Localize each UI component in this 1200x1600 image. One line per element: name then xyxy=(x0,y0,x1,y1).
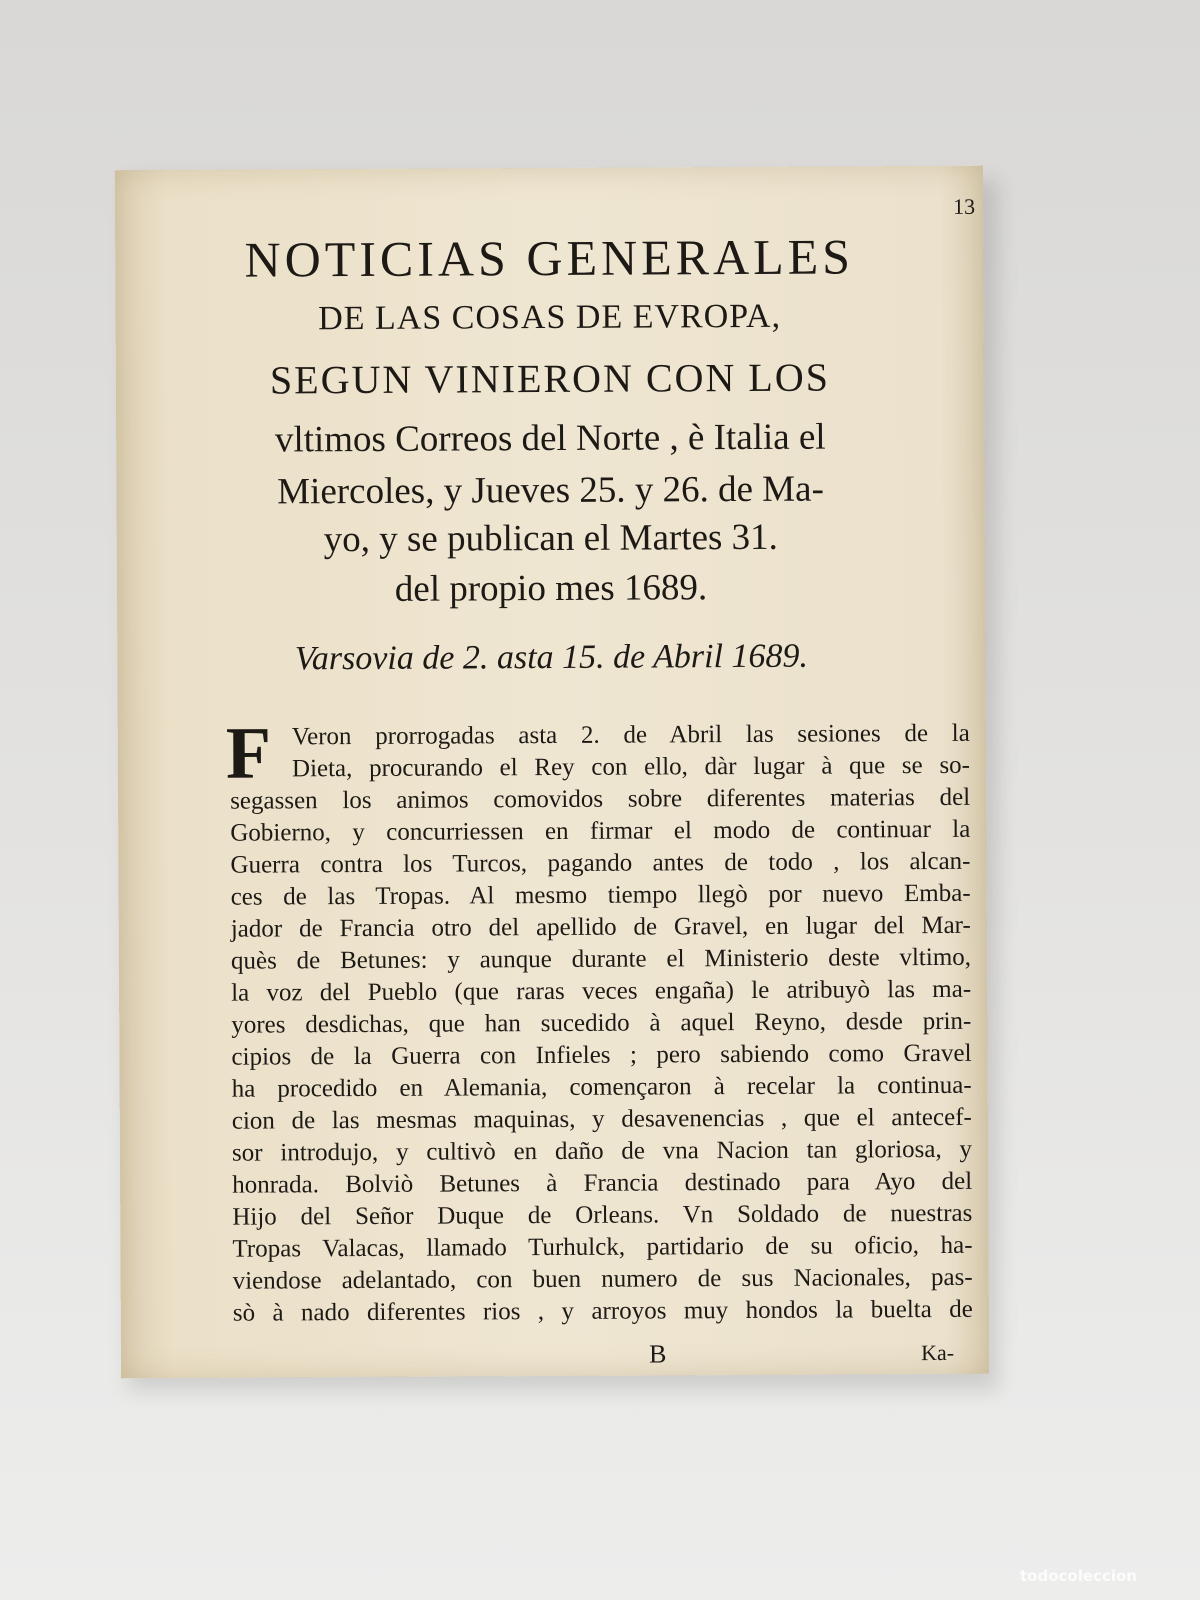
body-line: Hijo del Señor Duque de Orleans. Vn Soldado de nuestras xyxy=(232,1199,973,1231)
body-line: ces de las Tropas. Al mesmo tiempo llegò por nuevo Emba- xyxy=(230,879,971,911)
catchword: Ka- xyxy=(920,1339,955,1366)
body-line: Guerra contra los Turcos, pagando antes de todo , los alcan- xyxy=(230,847,971,879)
body-line: ha procedido en Alemania, començaron à recelar la continua- xyxy=(231,1071,972,1103)
body-text xyxy=(225,712,973,1330)
signature-mark: B xyxy=(648,1339,667,1369)
body-line: yores desdichas, que han sucedido à aquel Reyno, desde prin- xyxy=(231,1007,972,1039)
watermark: todocoleccion xyxy=(1020,1567,1137,1585)
title-line: del propio mes 1689. xyxy=(394,567,708,610)
title-line: SEGUN VINIERON CON LOS xyxy=(269,354,831,403)
title-line: NOTICIAS GENERALES xyxy=(244,228,855,288)
drop-cap: F xyxy=(225,712,272,795)
body-line: viendose adelantado, con buen numero de sus Nacionales, pas- xyxy=(232,1263,973,1295)
body-line: cipios de la Guerra con Infieles ; pero sabiendo como Gravel xyxy=(231,1039,972,1071)
body-line: sor introdujo, y cultivò en daño de vna Nacion tan gloriosa, y xyxy=(231,1135,973,1167)
body-line: Veron prorrogadas asta 2. de Abril las sesiones de la xyxy=(291,719,970,751)
title-line: DE LAS COSAS DE EVROPA, xyxy=(318,297,782,338)
body-line: sò à nado diferentes rios , y arroyos muy hondos la buelta de xyxy=(232,1295,973,1327)
body-line: la voz del Pueblo (que raras veces engaña) le atribuyò las ma- xyxy=(231,975,972,1007)
title-line: yo, y se publican el Martes 31. xyxy=(323,516,778,561)
document-page xyxy=(115,166,989,1379)
body-line: cion de las mesmas maquinas, y desavenencias , que el antecef- xyxy=(231,1103,972,1135)
page-number: 13 xyxy=(952,193,976,219)
title-line: Miercoles, y Jueves 25. y 26. de Ma- xyxy=(277,468,824,513)
body-line: quès de Betunes: y aunque durante el Ministerio deste vltimo, xyxy=(230,943,972,975)
body-line: Gobierno, y concurriessen en firmar el modo de continuar la xyxy=(230,815,971,847)
dateline: Varsovia de 2. asta 15. de Abril 1689. xyxy=(294,637,809,678)
body-line: segassen los animos comovidos sobre diferentes materias del xyxy=(230,783,971,815)
body-line: jador de Francia otro del apellido de Gravel, en lugar del Mar- xyxy=(230,911,971,943)
body-line: Dieta, procurando el Rey con ello, dàr lugar à que se so- xyxy=(291,751,971,783)
body-line: honrada. Bolviò Betunes à Francia destinado para Ayo del xyxy=(232,1167,973,1199)
title-line: vltimos Correos del Norte , è Italia el xyxy=(274,416,826,461)
body-line: Tropas Valacas, llamado Turhulck, partidario de su oficio, ha- xyxy=(232,1231,973,1263)
